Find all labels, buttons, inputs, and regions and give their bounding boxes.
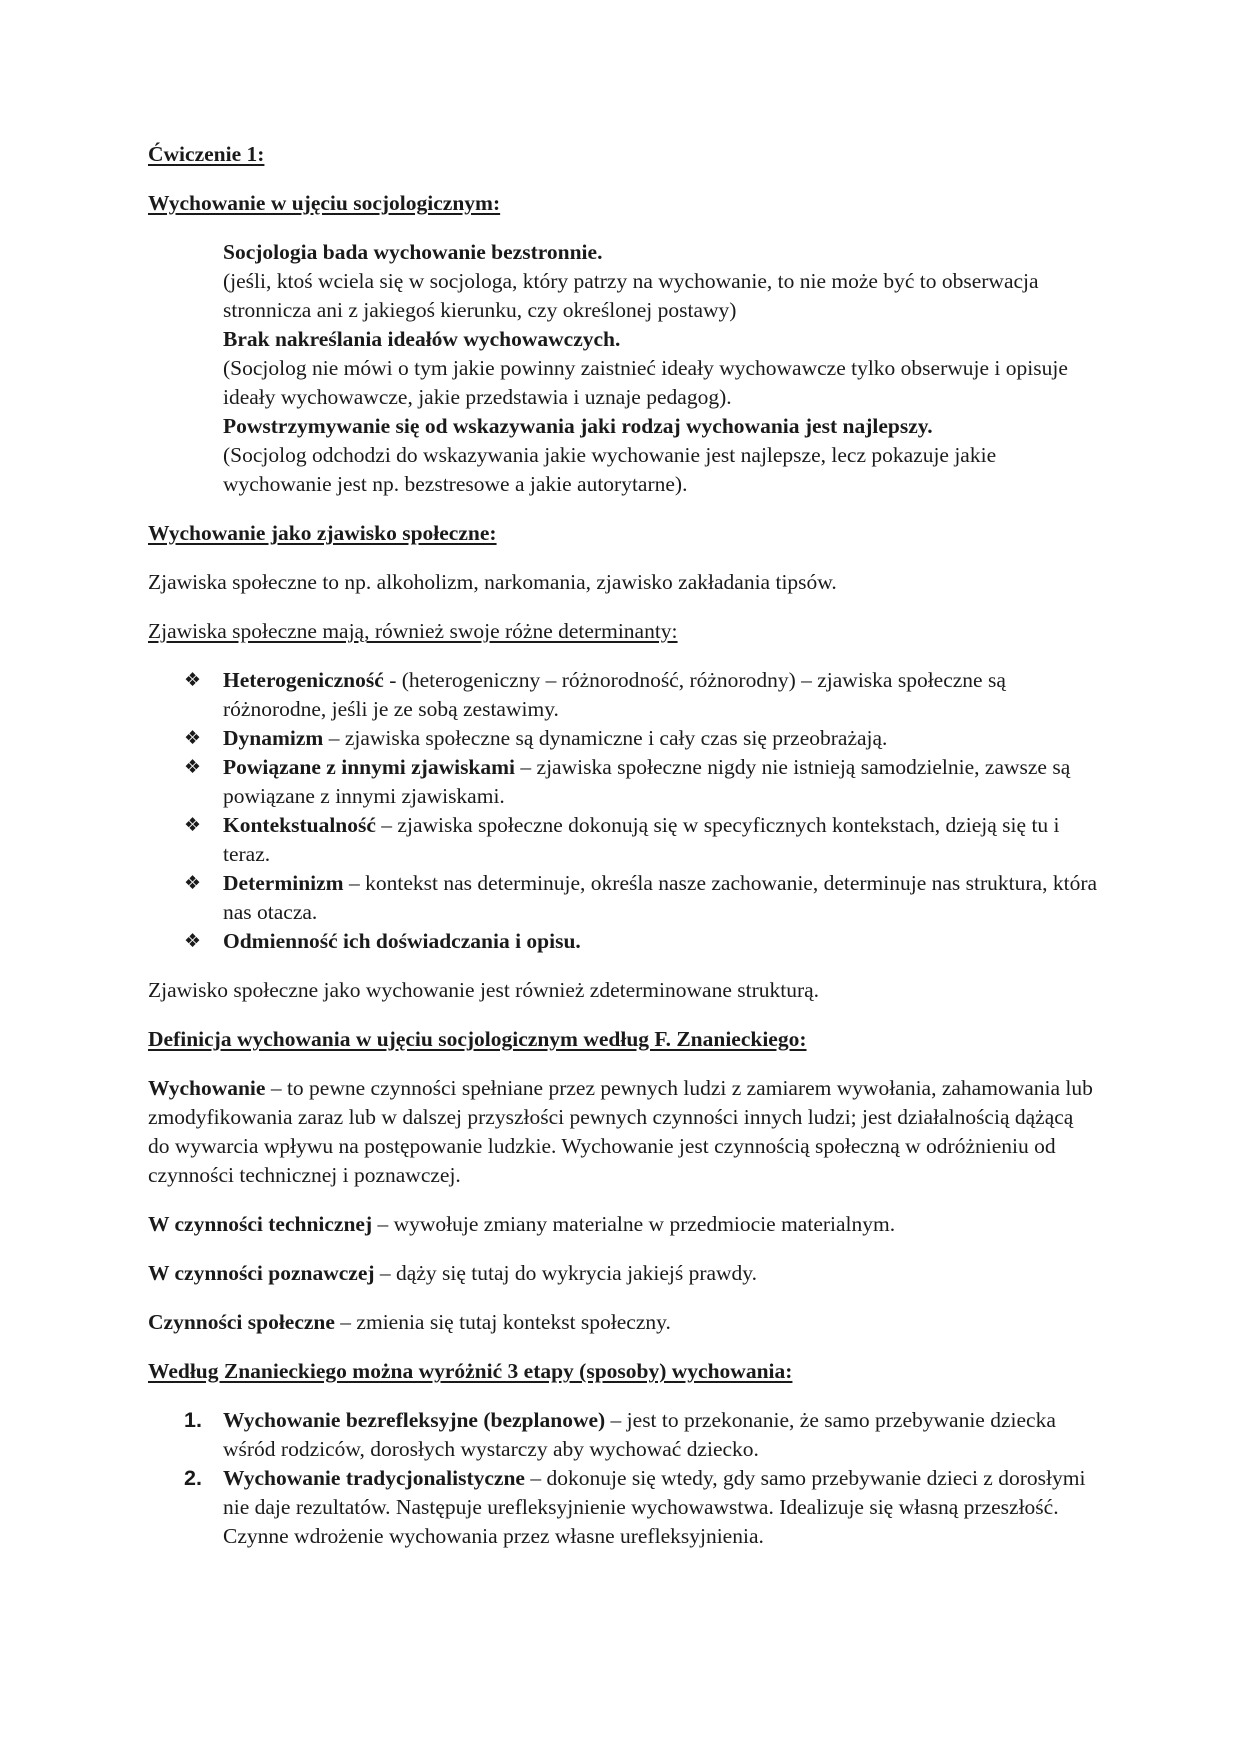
list-item (148, 724, 1098, 753)
term-text: – dąży się tutaj do wykrycia jakiejś prawdy. (374, 1261, 758, 1285)
item-number: 1. (184, 1408, 202, 1432)
item-term: Determinizm (223, 871, 344, 895)
item-term: Kontekstualność (223, 813, 376, 837)
point (223, 412, 1098, 499)
stages-list (148, 1406, 1098, 1551)
closing-text: Zjawisko społeczne jako wychowanie jest również zdeterminowane strukturą. (148, 978, 820, 1002)
term-title: W czynności technicznej (148, 1212, 373, 1236)
diamond-bullet-icon: ❖ (184, 814, 202, 836)
item-term: Wychowanie tradycjonalistyczne (223, 1466, 525, 1490)
point-text: (Socjolog odchodzi do wskazywania jakie wychowanie jest najlepsze, lecz pokazuje jakie wychowanie jest np. bezstresowe a jakie autorytarne). (223, 443, 997, 496)
list-item (148, 666, 1098, 724)
diamond-bullet-icon: ❖ (184, 872, 202, 894)
point-title: Brak nakreślania ideałów wychowawczych. (223, 327, 621, 351)
point-text: (Socjolog nie mówi o tym jakie powinny zaistnieć ideały wychowawcze tylko obserwuje i opisuje ideały wychowawcze, jakie przedstawia i uznaje pedagog). (223, 356, 1068, 409)
point (223, 325, 1098, 412)
item-term: Odmienność ich doświadczania i opisu. (223, 929, 581, 953)
list-item (148, 869, 1098, 927)
diamond-bullet-icon: ❖ (184, 756, 202, 778)
item-term: Powiązane z innymi zjawiskami (223, 755, 516, 779)
item-term: Dynamizm (223, 726, 324, 750)
item-term: Heterogeniczność (223, 668, 384, 692)
list-item (148, 1406, 1098, 1464)
item-text: – jest to przekonanie, że samo przebywanie dziecka wśród rodziców, dorosłych wystarczy aby wychować dziecko. (223, 1408, 1056, 1461)
list-item (148, 753, 1098, 811)
item-text: - (heterogeniczny – różnorodność, różnorodny) – zjawiska społeczne są różnorodne, jeśli je ze sobą zestawimy. (223, 668, 1006, 721)
page-title: Ćwiczenie 1: (148, 142, 265, 166)
item-text: – zjawiska społeczne są dynamiczne i cały czas się przeobrażają. (323, 726, 888, 750)
item-text: – zjawiska społeczne nigdy nie istnieją samodzielnie, zawsze są powiązane z innymi zjawiskami. (223, 755, 1071, 808)
definition-text: – to pewne czynności spełniane przez pewnych ludzi z zamiarem wywołania, zahamowania lub zmodyfikowania zaraz lub w dalszej przyszłości pewnych czynności innych ludzi; jest działalnością dążącą do wywarcia wpływu na postępowanie ludzkie. Wychowanie jest czynnością społeczną w odróżnieniu od czynności technicznej i poznawczej. (148, 1076, 1093, 1187)
point-text: (jeśli, ktoś wciela się w socjologa, który patrzy na wychowanie, to nie może być to obserwacja stronnicza ani z jakiegoś kierunku, czy określonej postawy) (223, 269, 1039, 322)
diamond-bullet-icon: ❖ (184, 669, 202, 691)
item-text: – dokonuje się wtedy, gdy samo przebywanie dzieci z dorosłymi nie daje rezultatów. Następuje urefleksyjnienie wychowawstwa. Idealizuje się własną przeszłość. Czynne wdrożenie wychowania przez własne urefleksyjnienia. (223, 1466, 1086, 1548)
term-paragraph (148, 1308, 1098, 1337)
point-title: Socjologia bada wychowanie bezstronnie. (223, 240, 603, 264)
section-heading-social-phenomenon: Wychowanie jako zjawisko społeczne: (148, 521, 497, 545)
determinants-list (148, 666, 1098, 956)
point (223, 238, 1098, 325)
term-text: – zmienia się tutaj kontekst społeczny. (334, 1310, 671, 1334)
item-text: – zjawiska społeczne dokonują się w specyficznych kontekstach, dzieją się tu i teraz. (223, 813, 1060, 866)
definition-term: Wychowanie (148, 1076, 266, 1100)
section-heading-stages: Według Znanieckiego można wyróżnić 3 etapy (sposoby) wychowania: (148, 1359, 793, 1383)
diamond-bullet-icon: ❖ (184, 930, 202, 952)
determinants-subheading: Zjawiska społeczne mają, również swoje różne determinanty: (148, 619, 678, 643)
list-item (148, 927, 1098, 956)
definition-paragraph (148, 1074, 1098, 1190)
sociological-points (223, 238, 1098, 499)
section-heading-definition: Definicja wychowania w ujęciu socjologicznym według F. Znanieckiego: (148, 1027, 807, 1051)
point-title: Powstrzymywanie się od wskazywania jaki rodzaj wychowania jest najlepszy. (223, 414, 933, 438)
document-page (148, 140, 1098, 1551)
term-paragraph (148, 1210, 1098, 1239)
item-number: 2. (184, 1466, 202, 1490)
term-title: W czynności poznawczej (148, 1261, 375, 1285)
section-heading-sociological: Wychowanie w ujęciu socjologicznym: (148, 191, 501, 215)
term-text: – wywołuje zmiany materialne w przedmiocie materialnym. (372, 1212, 896, 1236)
term-paragraph (148, 1259, 1098, 1288)
list-item (148, 1464, 1098, 1551)
diamond-bullet-icon: ❖ (184, 727, 202, 749)
list-item (148, 811, 1098, 869)
item-term: Wychowanie bezrefleksyjne (bezplanowe) (223, 1408, 606, 1432)
item-text: – kontekst nas determinuje, określa nasze zachowanie, determinuje nas struktura, która nas otacza. (223, 871, 1098, 924)
term-title: Czynności społeczne (148, 1310, 335, 1334)
intro-text: Zjawiska społeczne to np. alkoholizm, narkomania, zjawisko zakładania tipsów. (148, 570, 837, 594)
